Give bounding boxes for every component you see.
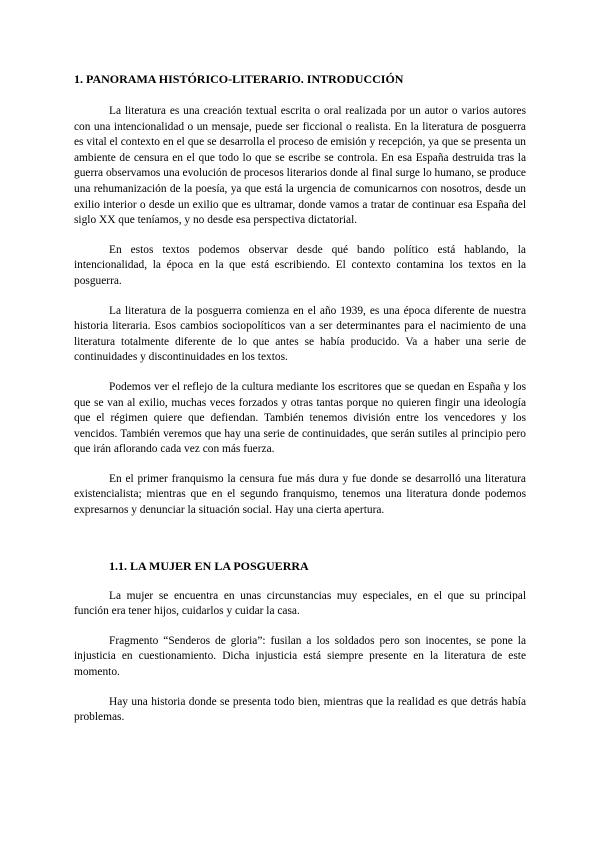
paragraph-senderos-de-gloria: Fragmento “Senderos de gloria”: fusilan a los soldados pero son inocentes, se pone la injusticia en cuestionamiento. Dicha injusticia está siempre presente en la literatura de este momento. [74,634,526,679]
paragraph-cultura-exilio: Podemos ver el reflejo de la cultura mediante los escritores que se quedan en España y los que se van al exilio, muchas veces forzados y otras tantas porque no quieren fingir una ideología que el régimen quiere que defiendan. También tenemos división entre los vencedores y los vencidos. También veremos que hay una serie de continuidades, que serán sutiles al principio pero que irán aflorando cada vez con más fuerza. [74,380,526,456]
paragraph-mujer-circunstancias: La mujer se encuentra en unas circunstancias muy especiales, en el que su principal función era tener hijos, cuidarlos y cuidar la casa. [74,589,526,618]
section-heading-panorama: 1. PANORAMA HISTÓRICO-LITERARIO. INTRODUCCIÓN [74,72,404,86]
paragraph-literatura-definicion: La literatura es una creación textual escrita o oral realizada por un autor o varios autores con una intencionalidad o un mensaje, puede ser ficcional o realista. En la literatura de posguerra es vital el contexto en el que se desarrolla el proceso de emisión y recepción, ya que se presenta un ambiente de censura en el que todo lo que se escribe se controla. En esa España destruida tras la guerra observamos una evolución de procesos literarios donde al final surge lo humano, se produce una rehumanización de la poesía, ya que está la urgencia de comunicarnos con nosotros, desde un exilio interior o desde un exilio que es ultramar, donde vamos a tratar de continuar esa España del siglo XX que teníamos, y no desde esa perspectiva dictatorial. [74,105,526,227]
paragraph-historia-realidad: Hay una historia donde se presenta todo bien, mientras que la realidad es que detrás había problemas. [74,695,526,724]
page-content [74,72,526,740]
section-heading-mujer: 1.1. LA MUJER EN LA POSGUERRA [109,558,309,573]
paragraph-comienzo-posguerra: La literatura de la posguerra comienza en el año 1939, es una época diferente de nuestra historia literaria. Esos cambios sociopolíticos van a ser determinantes para el nacimiento de una literatura totalmente diferente de lo que antes se había producido. Va a haber una serie de continuidades y discontinuidades en los textos. [74,304,526,364]
section-spacer [74,533,526,559]
paragraph-franquismo: En el primer franquismo la censura fue más dura y fue donde se desarrolló una literatura existencialista; mientras que en el segundo franquismo, tenemos una literatura donde podemos expresarnos y denunciar la situación social. Hay una cierta apertura. [74,472,526,517]
paragraph-textos-contexto: En estos textos podemos observar desde qué bando político está hablando, la intencionalidad, la época en la que está escribiendo. El contexto contamina los textos en la posguerra. [74,243,526,287]
